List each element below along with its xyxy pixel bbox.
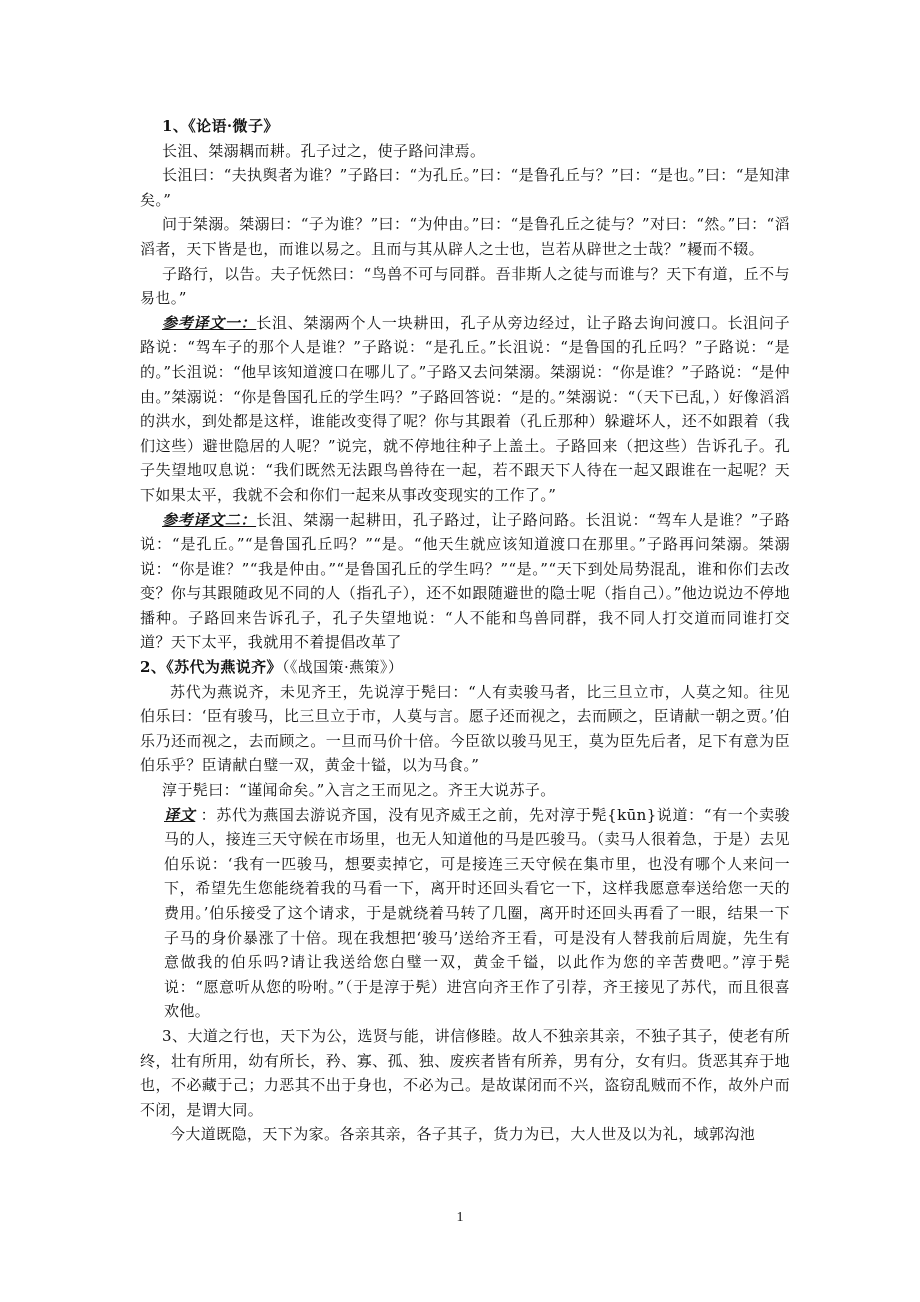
section-2-translation-text: ：苏代为燕国去游说齐国，没有见齐威王之前，先对淳于髡{kūn}说道：“有一个卖骏马的人，接连三天守候在市场里，也无人知道他的马是匹骏马。（卖马人很着急，于是）去见伯乐说：‘我有一匹骏马，想要卖掉它，可是接连三天守候在集市里，也没有哪个人来问一下，希望先生您能绕着我的马看一下，离开时还回头看它一下，这样我愿意奉送给您一天的费用。’伯乐接受了这个请求，于是就绕着马转了几圈，离开时还回头再看了一眼，结果一下子马的身价暴涨了十倍。现在我想把‘骏马’送给齐王看，可是没有人替我前后周旋，先生有意做我的伯乐吗?请让我送给您白璧一双，黄金千镒，以此作为您的辛苦费吧。”淳于髡说：“愿意听从您的吩咐。”（于是淳于髡）进宫向齐王作了引荐，齐王接见了苏代，而且很喜欢他。 [164, 805, 790, 1021]
section-2-para-1: 苏代为燕说齐，未见齐王，先说淳于髡曰：“人有卖骏马者，比三旦立市，人莫之知。往见伯乐曰：‘臣有骏马，比三旦立于市，人莫与言。愿子还而视之，去而顾之，臣请献一朝之贾。’伯乐乃还而视之，去而顾之。一旦而马价十倍。今臣欲以骏马见王，莫为臣先后者，足下有意为臣伯乐乎？臣请献白璧一双，黄金十镒，以为马食。” [140, 682, 790, 775]
section-3-para-1: 3、大道之行也，天下为公，选贤与能，讲信修睦。故人不独亲其亲，不独子其子，使老有所终，壮有所用，幼有所长，矜、寡、孤、独、废疾者皆有所养，男有分，女有归。货恶其弃于地也，不必藏于己；力恶其不出于身也，不必为己。是故谋闭而不兴，盗窃乱贼而不作，故外户而不闭，是谓大同。 [140, 1026, 790, 1119]
page-number: 1 [456, 1210, 464, 1225]
section-1-title: 1、《论语·微子》 [162, 117, 279, 135]
document-body [140, 114, 790, 1147]
section-1-para-2: 长沮曰：“夫执舆者为谁？”子路曰：“为孔丘。”曰：“是鲁孔丘与？”曰：“是也。”曰：“是知津矣。” [140, 166, 790, 209]
section-2-translation [140, 803, 790, 1024]
translation-1-label: 参考译文一： [162, 313, 257, 332]
translation-2-label: 参考译文二： [162, 510, 257, 529]
section-3-para-2: 今大道既隐，天下为家。各亲其亲，各子其子，货力为已，大人世及以为礼，域郭沟池 [170, 1125, 756, 1144]
section-2-para-2: 淳于髡曰：“谨闻命矣。”入言之王而见之。齐王大说苏子。 [162, 781, 556, 800]
section-2-translation-label: 译文 [164, 805, 196, 824]
section-2-heading [140, 655, 790, 680]
translation-2-text: 长沮、桀溺一起耕田，孔子路过，让子路问路。长沮说：“驾车人是谁？”子路说：“是孔丘。”“是鲁国孔丘吗？”“是。“他天生就应该知道渡口在那里。”子路再问桀溺。桀溺说：“你是谁？”“我是仲由。”“是鲁国孔丘的学生吗？”“是。”“天下到处局势混乱，谁和你们去改变？你与其跟随政见不同的人（指孔子），还不如跟随避世的隐士呢（指自己）。”他边说边不停地播种。子路回来告诉孔子，孔子失望地说：“人不能和鸟兽同群，我不同人打交道而同谁打交道？天下太平，我就用不着提倡改革了 [140, 510, 790, 652]
section-1-para-3: 问于桀溺。桀溺曰：“子为谁？”曰：“为仲由。”曰：“是鲁孔丘之徒与？”对曰：“然。”曰：“滔滔者，天下皆是也，而谁以易之。且而与其从辟人之士也，岂若从辟世之士哉？”耰而不辍。 [140, 215, 790, 258]
section-1-translation-1 [140, 311, 790, 508]
section-2-source: （《战国策·燕策》） [281, 658, 404, 677]
section-1-translation-2 [140, 508, 790, 656]
translation-1-text: 长沮、桀溺两个人一块耕田，孔子从旁边经过，让子路去询问渡口。长沮问子路说：“驾车子的那个人是谁？”子路说：“是孔丘。”长沮说：“是鲁国的孔丘吗？”子路说：“是的。”长沮说：“他早该知道渡口在哪儿了。”子路又去问桀溺。桀溺说：“你是谁？”子路说：“是仲由。”桀溺说：“你是鲁国孔丘的学生吗？”子路回答说：“是的。”桀溺说：“（天下已乱，）好像滔滔的洪水，到处都是这样，谁能改变得了呢？你与其跟着（孔丘那种）躲避坏人，还不如跟着（我们这些）避世隐居的人呢？”说完，就不停地往种子上盖土。子路回来（把这些）告诉孔子。孔子失望地叹息说：“我们既然无法跟鸟兽待在一起，若不跟天下人待在一起又跟谁在一起呢？天下如果太平，我就不会和你们一起来从事改变现实的工作了。” [140, 313, 790, 504]
section-2-title: 2、《苏代为燕说齐》 [140, 658, 282, 677]
section-1-para-1: 长沮、桀溺耦而耕。孔子过之，使子路问津焉。 [162, 141, 486, 160]
section-1-para-4: 子路行，以告。夫子怃然曰：“鸟兽不可与同群。吾非斯人之徒与而谁与？天下有道，丘不与易也。” [140, 264, 790, 308]
